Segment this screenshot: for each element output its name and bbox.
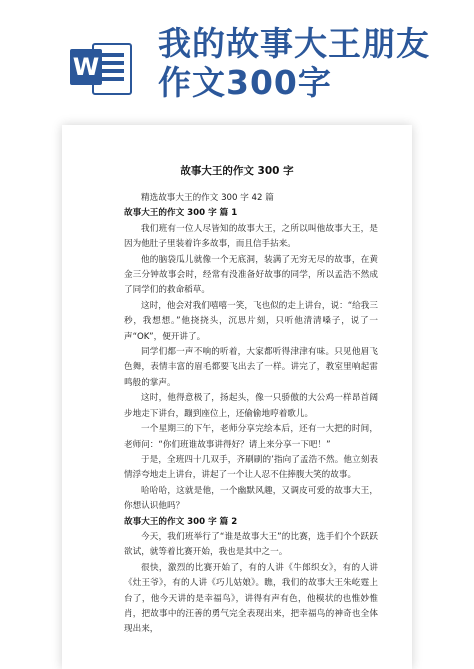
- word-logo-letter: W: [70, 49, 102, 85]
- paragraph: 同学们都一声不响的听着，大家都听得津津有味。只见他眉飞色舞，表情丰富的眉毛都要飞出去了一样。讲完了，教室里响起雷鸣般的掌声。: [124, 347, 378, 388]
- document-title: 故事大王的作文 300 字: [180, 165, 294, 177]
- paragraph: 这时，他会对我们嘻嘻一笑，飞也似的走上讲台，说：“给我三秒，我想想。”他挠挠头，沉思片刻，只听他清清嗓子，说了一声“OK”，便开讲了。: [124, 300, 378, 342]
- section-1-heading: 故事大王的作文 300 字 篇 1: [124, 208, 238, 219]
- paragraph: 这时，他得意极了，扬起头，像一只骄傲的大公鸡一样昂首阔步地走下讲台，蹦到座位上，还偷偷地哼着歌儿。: [124, 393, 378, 419]
- section-2-heading: 故事大王的作文 300 字 篇 2: [124, 516, 238, 527]
- paragraph: 很快，激烈的比赛开始了，有的人讲《牛郎织女》，有的人讲《灶王爷》，有的人讲《巧儿姑娘》。瞧，我们的故事大王朱屹霆上台了，他今天讲的是幸福鸟》，讲得有声有色，他模状的也惟妙惟肖，把故事中的汪善的勇气完全表现出来，把幸福鸟的神奇也全体现出来，: [124, 562, 378, 635]
- paragraph: 一个星期三的下午，老师分享完绘本后，还有一大把的时间，老师问：“你们班谁故事讲得好？请上来分享一下吧！”: [124, 424, 378, 450]
- paragraph: 我们班有一位人尽皆知的故事大王，之所以叫他故事大王，是因为他肚子里装着许多故事，而且信手拈来。: [124, 223, 378, 250]
- page-header: [0, 0, 474, 118]
- paragraph: 今天，我们班举行了“谁是故事大王”的比赛，选手们个个跃跃欲试，就等着比赛开始，我也是其中之一。: [124, 531, 378, 558]
- document-body: [124, 191, 378, 638]
- word-document-icon: [70, 40, 130, 94]
- paragraph: 他的脑袋瓜儿就像一个无底洞，装满了无穷无尽的故事，在黄金三分钟故事会时，经常有没准备好故事的同学，所以孟浩不然成了同学们的救命稻草。: [124, 254, 378, 296]
- paragraph: 于是，全班四十几双手，齐刷刷的’指向了孟浩不然。他立刻表情浮夸地走上讲台，讲起了一个让人忍不住捧腹大笑的故事。: [124, 454, 378, 481]
- page-title-line-2: 作文300字: [158, 63, 332, 102]
- paragraph: 哈哈哈，这就是他，一个幽默风趣，又调皮可爱的故事大王，你想认识他吗？: [124, 485, 378, 512]
- document-page: [62, 125, 412, 669]
- document-subtitle: 精选故事大王的作文 300 字 42 篇: [141, 193, 274, 203]
- page-title: [158, 24, 468, 102]
- page-title-line-1: 我的故事大王朋友: [158, 24, 430, 63]
